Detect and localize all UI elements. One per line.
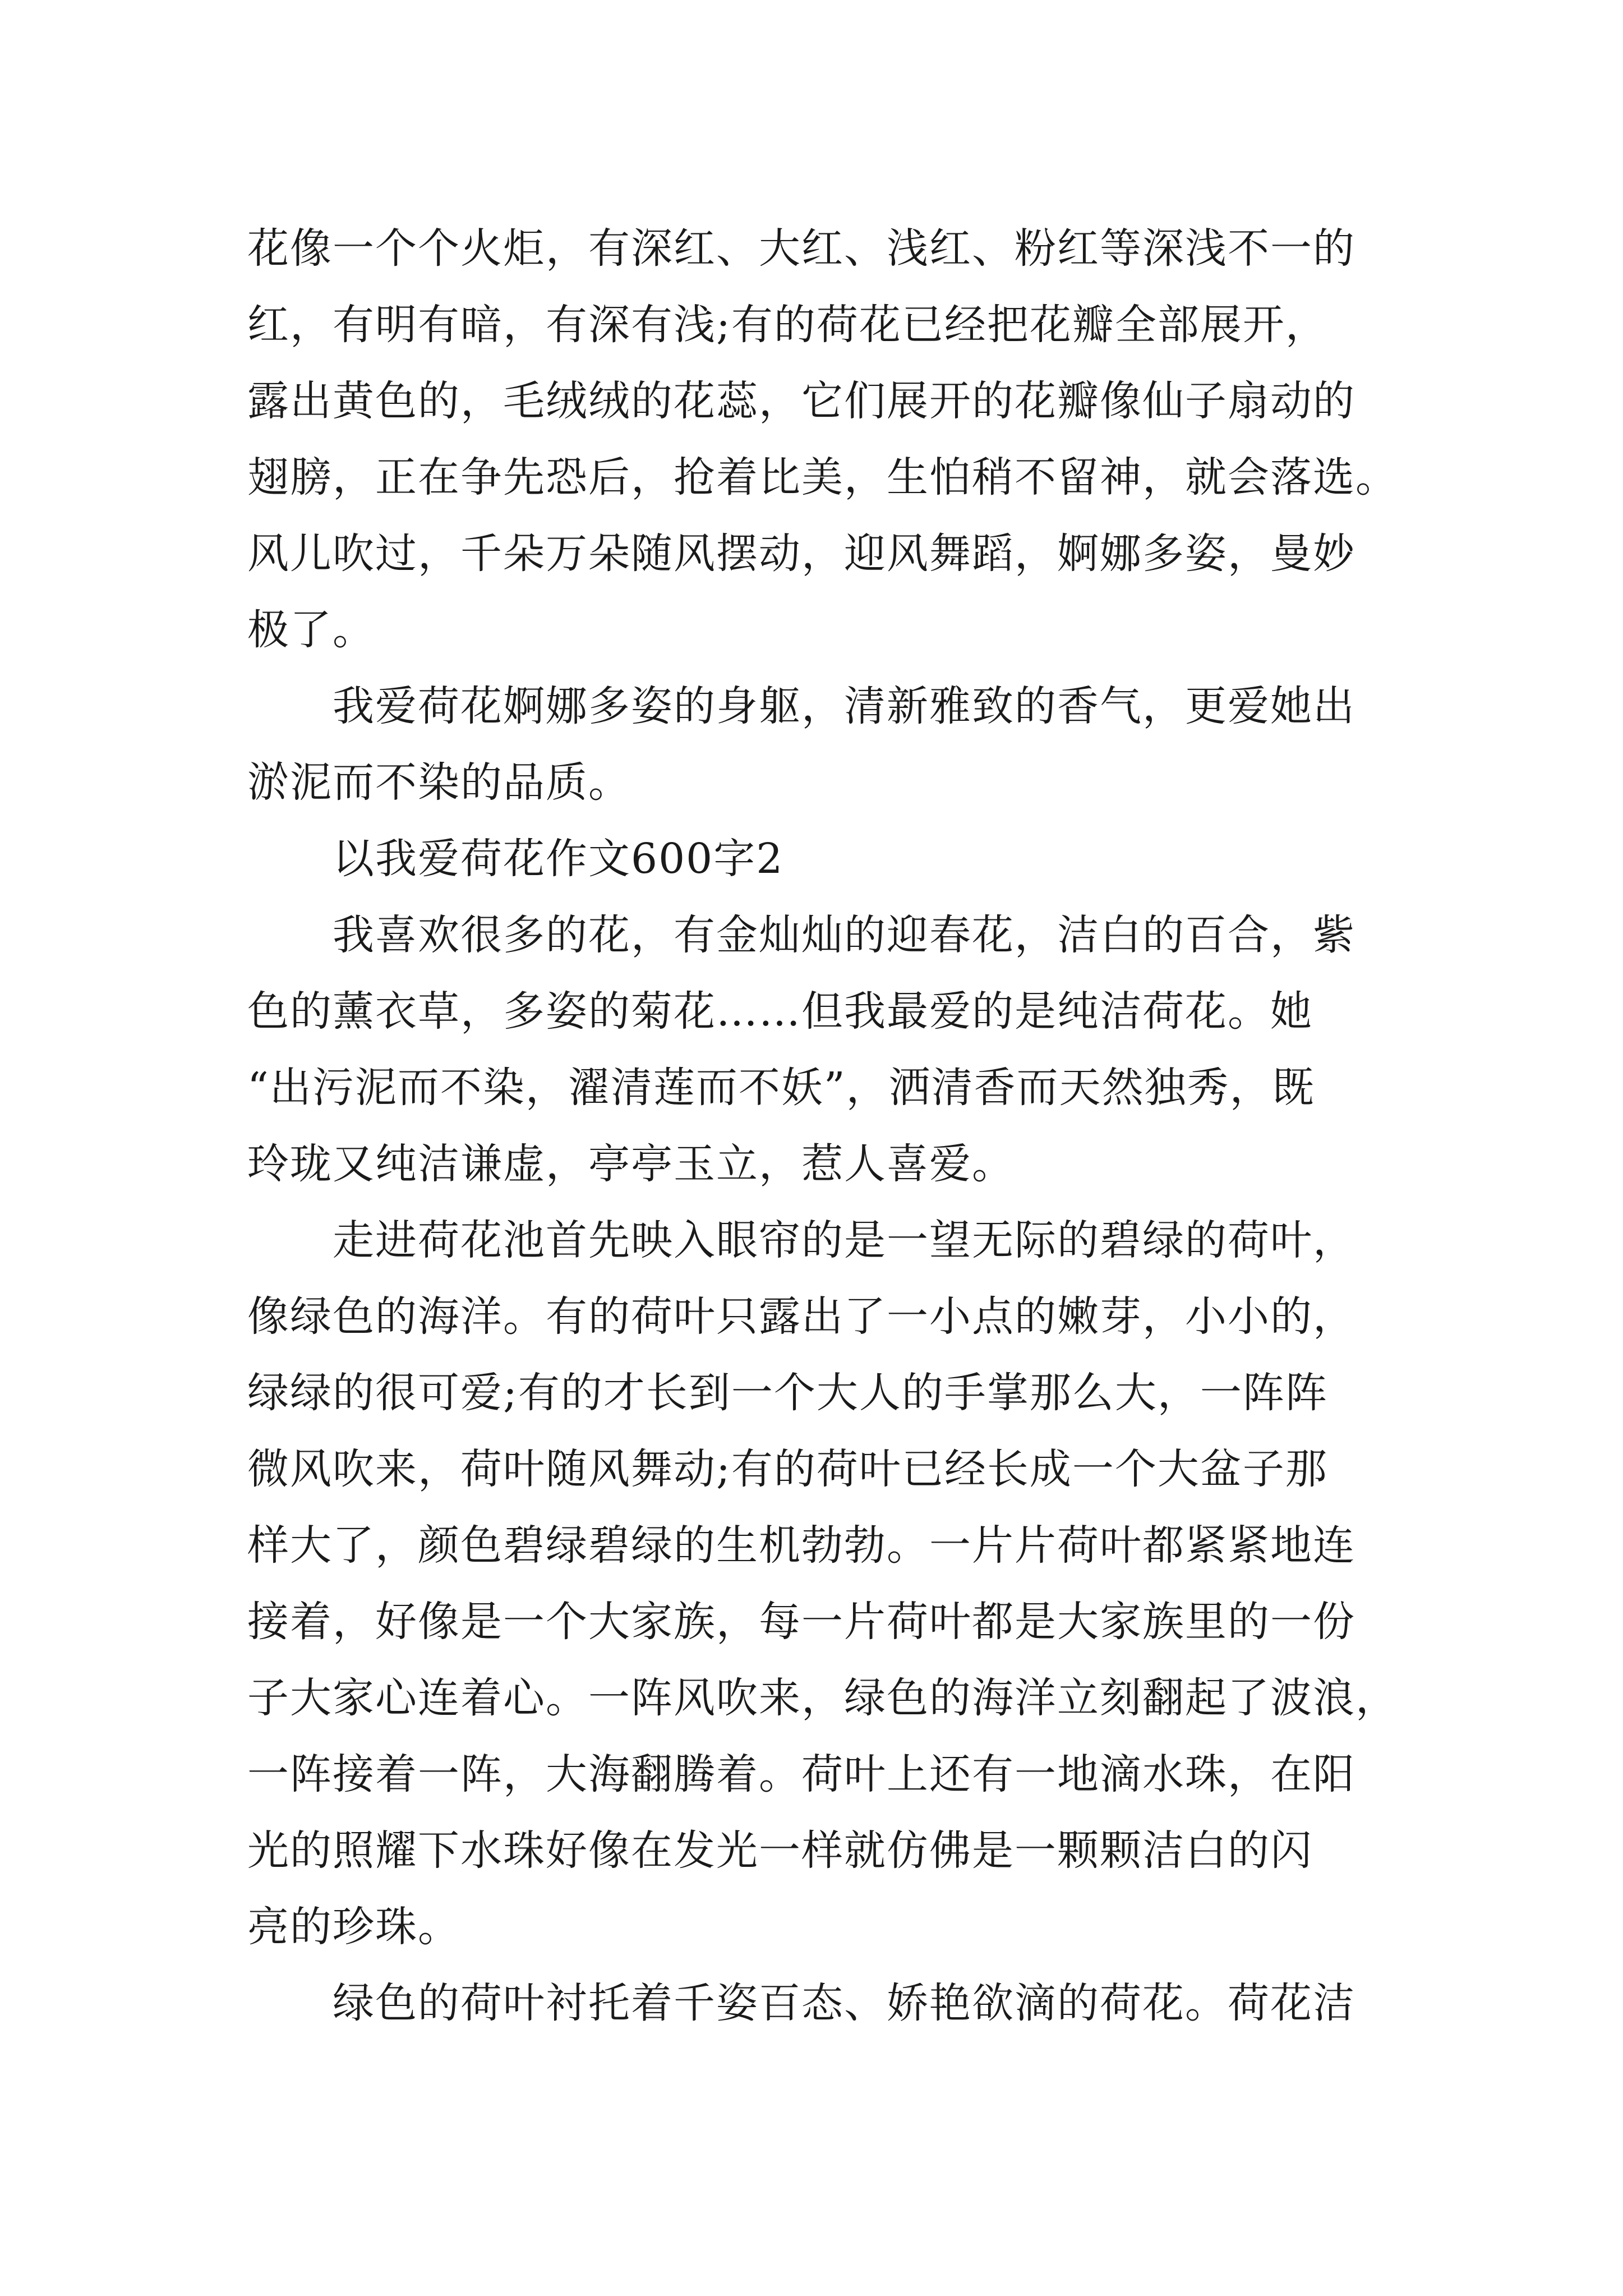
text-line: 光的照耀下水珠好像在发光一样就仿佛是一颗颗洁白的闪: [247, 1826, 1313, 1875]
text-line: 绿绿的很可爱;有的才长到一个大人的手掌那么大，一阵阵: [247, 1369, 1328, 1417]
paragraph: [247, 668, 1386, 821]
text-line: 花像一个个火炬，有深红、大红、浅红、粉红等深浅不一的: [247, 224, 1355, 273]
text-line: 样大了，颜色碧绿碧绿的生机勃勃。一片片荷叶都紧紧地连: [247, 1521, 1355, 1570]
text-line: 我爱荷花婀娜多姿的身躯，清新雅致的香气，更爱她出: [333, 682, 1355, 730]
text-line: 极了。: [247, 606, 375, 654]
text-line: 微风吹来，荷叶随风舞动;有的荷叶已经长成一个大盆子那: [247, 1445, 1328, 1493]
paragraph: [247, 1965, 1386, 2041]
text-line: 玲珑又纯洁谦虚，亭亭玉立，惹人喜爱。: [247, 1140, 1015, 1188]
text-line: 以我爱荷花作文600字2: [333, 835, 784, 883]
text-line: “出污泥而不染，濯清莲而不妖”，洒清香而天然独秀，既: [247, 1064, 1315, 1112]
text-line: 一阵接着一阵，大海翻腾着。荷叶上还有一地滴水珠，在阳: [247, 1750, 1355, 1798]
text-line: 绿色的荷叶衬托着千姿百态、娇艳欲滴的荷花。荷花洁: [333, 1979, 1355, 2027]
section-title: [247, 821, 1386, 897]
text-line: 我喜欢很多的花，有金灿灿的迎春花，洁白的百合，紫: [333, 911, 1355, 959]
text-line: 走进荷花池首先映入眼帘的是一望无际的碧绿的荷叶，: [333, 1216, 1355, 1264]
paragraph: [247, 897, 1386, 1202]
text-line: 色的薰衣草，多姿的菊花……但我最爱的是纯洁荷花。她: [247, 987, 1313, 1036]
text-line: 翅膀，正在争先恐后，抢着比美，生怕稍不留神，就会落选。: [247, 453, 1398, 501]
text-line: 接着，好像是一个大家族，每一片荷叶都是大家族里的一份: [247, 1598, 1355, 1646]
text-line: 亮的珍珠。: [247, 1903, 460, 1951]
text-line: 露出黄色的，毛绒绒的花蕊，它们展开的花瓣像仙子扇动的: [247, 377, 1355, 425]
text-line: 风儿吹过，千朵万朵随风摆动，迎风舞蹈，婀娜多姿，曼妙: [247, 530, 1355, 578]
paragraph: [247, 210, 1398, 668]
text-line: 子大家心连着心。一阵风吹来，绿色的海洋立刻翻起了波浪，: [247, 1674, 1398, 1722]
text-line: 像绿色的海洋。有的荷叶只露出了一小点的嫩芽，小小的，: [247, 1292, 1355, 1341]
document-body: [247, 210, 1398, 2041]
text-line: 红，有明有暗，有深有浅;有的荷花已经把花瓣全部展开，: [247, 301, 1328, 349]
paragraph: [247, 1202, 1398, 1965]
text-line: 淤泥而不染的品质。: [247, 758, 631, 807]
